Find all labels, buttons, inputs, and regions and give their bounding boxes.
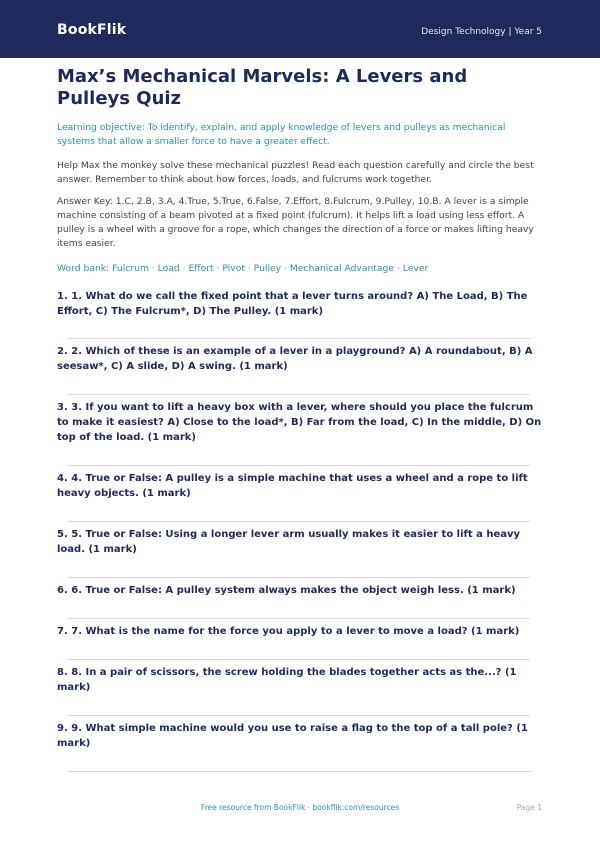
answer-line[interactable]	[67, 501, 530, 522]
answer-line[interactable]	[67, 695, 530, 716]
question-item	[57, 400, 543, 466]
answer-line[interactable]	[67, 598, 530, 619]
question-item	[57, 344, 543, 395]
page-number: Page 1	[516, 803, 542, 812]
answer-line[interactable]	[67, 639, 530, 660]
question-item	[57, 665, 543, 716]
answer-line[interactable]	[67, 374, 530, 395]
question-text: 6. 6. True or False: A pulley system always makes the object weigh less. (1 mark)	[57, 585, 516, 596]
worksheet-content	[57, 66, 543, 751]
learning-objective: Learning objective: To identify, explain, and apply knowledge of levers and pulleys as mechanical systems that allow a smaller force to have a greater effect.	[57, 122, 506, 147]
question-text: 3. 3. If you want to lift a heavy box with a lever, where should you place the fulcrum to make it easiest? A) Close to the load*, B) Far from the load, C) In the middle, D) On top of the load. (1 mark)	[57, 402, 542, 443]
intro-text: Help Max the monkey solve these mechanical puzzles! Read each question carefully and circle the best answer. Remember to think about how forces, loads, and fulcrums work together.	[57, 160, 534, 185]
answer-line[interactable]	[67, 445, 530, 466]
question-item	[57, 527, 543, 578]
question-text: 7. 7. What is the name for the force you apply to a lever to move a load? (1 mark)	[57, 626, 520, 637]
answer-line[interactable]	[67, 557, 530, 578]
question-list	[57, 289, 543, 751]
question-text: 9. 9. What simple machine would you use to raise a flag to the top of a tall pole? (1 mark)	[57, 723, 528, 749]
footer-divider	[68, 771, 531, 772]
subject-label: Design Technology | Year 5	[421, 27, 542, 37]
footer-resource-link[interactable]: Free resource from BookFlik · bookflik.com/resources	[200, 803, 400, 812]
question-item	[57, 471, 543, 522]
question-item	[57, 289, 543, 339]
question-text: 4. 4. True or False: A pulley is a simple machine that uses a wheel and a rope to lift heavy objects. (1 mark)	[57, 473, 528, 499]
answer-key: Answer Key: 1.C, 2.B, 3.A, 4.True, 5.True, 6.False, 7.Effort, 8.Fulcrum, 9.Pulley, 10.B. A lever is a simple machine consisting of a beam pivoted at a fixed point (fulcrum). It helps lift a load using less effort. A pulley is a wheel with a groove for a rope, which changes the direction of a force or makes lifting heavy items easier.	[57, 196, 534, 249]
answer-line[interactable]	[67, 319, 530, 339]
brand-logo[interactable]: BookFlik	[57, 22, 127, 38]
question-item	[57, 624, 543, 660]
question-item	[57, 721, 543, 751]
question-text: 5. 5. True or False: Using a longer lever arm usually makes it easier to lift a heavy load. (1 mark)	[57, 529, 521, 555]
word-bank: Word bank: Fulcrum · Load · Effort · Pivot · Pulley · Mechanical Advantage · Lever	[57, 263, 429, 274]
question-text: 1. 1. What do we call the fixed point that a lever turns around? A) The Load, B) The Effort, C) The Fulcrum*, D) The Pulley. (1 mark)	[57, 291, 528, 317]
page-title: Max’s Mechanical Marvels: A Levers and Pulleys Quiz	[57, 66, 468, 109]
question-text: 8. 8. In a pair of scissors, the screw holding the blades together acts as the...? (1 mark)	[57, 667, 517, 693]
question-text: 2. 2. Which of these is an example of a lever in a playground? A) A roundabout, B) A seesaw*, C) A slide, D) A swing. (1 mark)	[57, 346, 533, 372]
header-bar	[0, 0, 600, 58]
question-item	[57, 583, 543, 619]
